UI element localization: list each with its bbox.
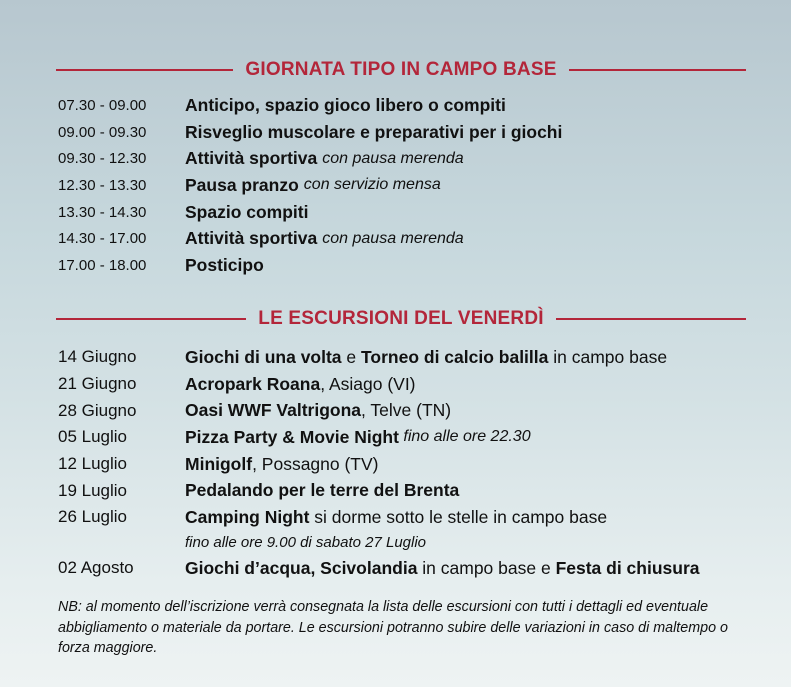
schedule-time: 09.30 - 12.30 bbox=[58, 150, 147, 168]
excursion-subnote: fino alle ore 9.00 di sabato 27 Luglio bbox=[185, 534, 427, 552]
excursion-title: Acropark Roana bbox=[185, 373, 321, 394]
schedule-row bbox=[58, 252, 758, 279]
schedule-row bbox=[58, 225, 758, 252]
excursion-title: Pizza Party & Movie Night bbox=[185, 426, 399, 447]
excursion-title: Pedalando per le terre del Brenta bbox=[185, 480, 460, 501]
schedule-time: 13.30 - 14.30 bbox=[58, 203, 147, 221]
schedule-row bbox=[58, 119, 758, 146]
excursion-date: 26 Luglio bbox=[58, 507, 128, 527]
excursion-detail: si dorme sotto le stelle in campo base bbox=[309, 506, 608, 527]
schedule-row bbox=[58, 199, 758, 226]
schedule-activity: Pausa pranzo bbox=[185, 174, 299, 195]
header-rule-right bbox=[556, 318, 746, 320]
excursion-row bbox=[58, 555, 758, 582]
excursions-section-header bbox=[56, 307, 746, 331]
excursion-detail: , Telve (TN) bbox=[361, 400, 452, 421]
excursion-row bbox=[58, 397, 758, 424]
excursion-date: 19 Luglio bbox=[58, 480, 128, 500]
schedule-time: 17.00 - 18.00 bbox=[58, 256, 147, 274]
schedule-activity: Anticipo, spazio gioco libero o compiti bbox=[185, 94, 506, 115]
header-rule-right bbox=[569, 69, 746, 71]
schedule-note: con servizio mensa bbox=[303, 176, 441, 194]
schedule-time: 07.30 - 09.00 bbox=[58, 96, 147, 114]
schedule-row bbox=[58, 145, 758, 172]
schedule-activity: Risveglio muscolare e preparativi per i giochi bbox=[185, 121, 563, 142]
daily-schedule bbox=[58, 92, 758, 279]
schedule-note: con pausa merenda bbox=[322, 229, 464, 247]
excursion-row bbox=[58, 477, 758, 504]
friday-excursions bbox=[58, 344, 758, 582]
excursion-row bbox=[58, 451, 758, 478]
excursion-date: 05 Luglio bbox=[58, 427, 128, 447]
excursion-detail: e bbox=[341, 346, 362, 367]
schedule-row bbox=[58, 172, 758, 199]
excursion-row bbox=[58, 371, 758, 398]
excursion-detail: in campo base e bbox=[417, 557, 556, 578]
excursion-detail: , Asiago (VI) bbox=[320, 373, 416, 394]
excursion-title: Minigolf bbox=[185, 453, 253, 474]
schedule-time: 12.30 - 13.30 bbox=[58, 176, 147, 194]
schedule-activity: Spazio compiti bbox=[185, 201, 309, 222]
footnote: NB: al momento dell’iscrizione verrà consegnata la lista delle escursioni con tutti i dettagli ed eventuale abbigliamento o materiale da portare. Le escursioni potranno subire delle variazioni in caso di maltempo o forza maggiore. bbox=[58, 599, 728, 656]
excursion-title-2: Torneo di calcio balilla bbox=[361, 346, 549, 367]
schedule-section-title: GIORNATA TIPO IN CAMPO BASE bbox=[245, 59, 557, 80]
excursion-detail: fino alle ore 22.30 bbox=[398, 428, 531, 446]
excursion-date: 21 Giugno bbox=[58, 374, 137, 394]
excursion-title: Giochi d’acqua, Scivolandia bbox=[185, 557, 418, 578]
excursion-detail-2: in campo base bbox=[548, 346, 668, 367]
excursion-row bbox=[58, 504, 758, 531]
schedule-row bbox=[58, 92, 758, 119]
excursion-title: Oasi WWF Valtrigona bbox=[185, 400, 361, 421]
excursions-section-title: LE ESCURSIONI DEL VENERDÌ bbox=[258, 308, 544, 329]
excursion-date: 12 Luglio bbox=[58, 454, 128, 474]
excursion-title: Camping Night bbox=[185, 506, 310, 527]
schedule-note: con pausa merenda bbox=[322, 149, 464, 167]
schedule-section-header bbox=[56, 58, 746, 82]
excursion-detail: , Possagno (TV) bbox=[252, 453, 379, 474]
schedule-activity: Attività sportiva bbox=[185, 228, 318, 249]
header-rule-left bbox=[56, 318, 246, 320]
schedule-time: 14.30 - 17.00 bbox=[58, 230, 147, 248]
schedule-activity: Attività sportiva bbox=[185, 148, 318, 169]
schedule-time: 09.00 - 09.30 bbox=[58, 123, 147, 141]
excursion-title: Giochi di una volta bbox=[185, 346, 342, 367]
excursion-date: 14 Giugno bbox=[58, 347, 137, 367]
excursion-title-2: Festa di chiusura bbox=[555, 557, 700, 578]
schedule-activity: Posticipo bbox=[185, 254, 264, 275]
excursion-row bbox=[58, 344, 758, 371]
excursion-row bbox=[58, 424, 758, 451]
excursion-date: 28 Giugno bbox=[58, 400, 137, 420]
excursion-date: 02 Agosto bbox=[58, 558, 134, 578]
header-rule-left bbox=[56, 69, 233, 71]
